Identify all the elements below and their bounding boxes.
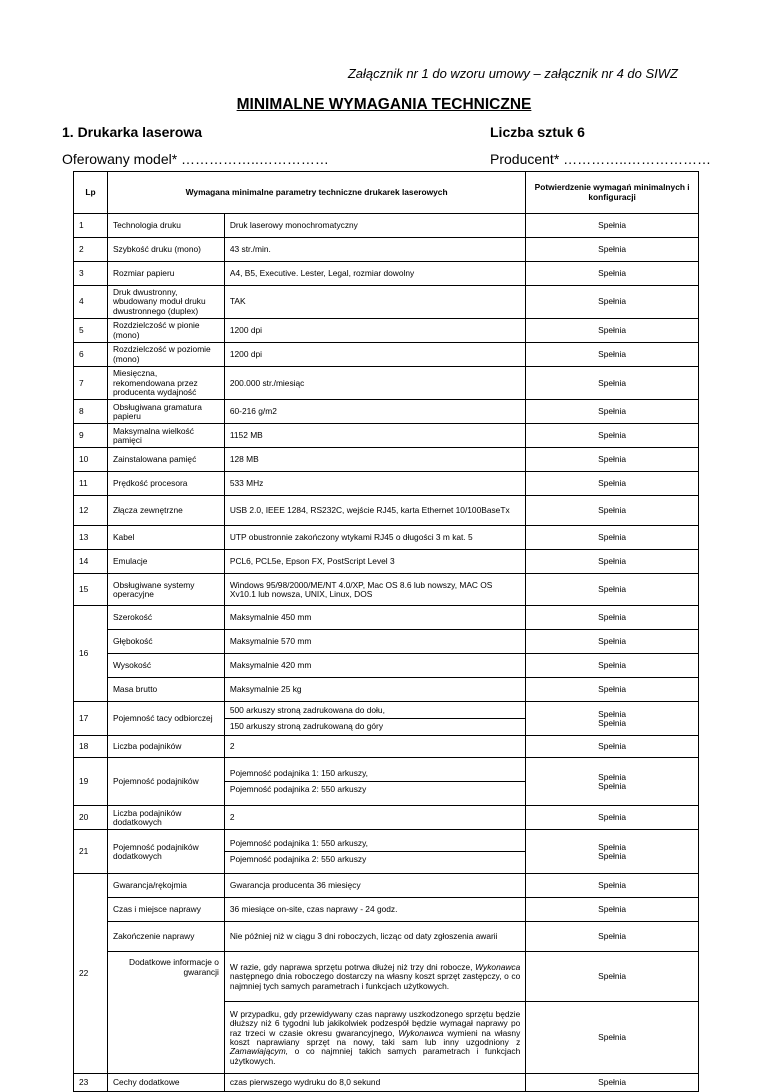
table-row (74, 758, 699, 806)
table-row (74, 898, 699, 922)
annex-note: Załącznik nr 1 do wzoru umowy – załącznik nr 4 do SIWZ (347, 66, 678, 81)
row-value: 1200 dpi (224, 319, 525, 343)
table-row (74, 606, 699, 630)
row-name: Pojemność tacy odbiorczej (107, 702, 224, 736)
row-status (526, 830, 699, 874)
status-line: Spełnia (598, 850, 627, 861)
header-lp: Lp (74, 172, 108, 214)
table-row (74, 262, 699, 286)
table-row (74, 830, 699, 874)
table-row (74, 574, 699, 606)
row-value: Maksymalnie 450 mm (224, 606, 525, 630)
row-value: 1152 MB (224, 424, 525, 448)
value-line: 500 arkuszy stroną zadrukowana do dołu, (229, 705, 385, 716)
row-name: Liczba podajników (107, 736, 224, 758)
row-name: Rozdzielczość w poziomie (mono) (107, 343, 224, 367)
row-value: 60-216 g/m2 (224, 400, 525, 424)
table-row (74, 806, 699, 830)
text-part: następnego dnia roboczego dostarczy na własny koszt sprzęt zastępczy, o co najmniej tych samych parametrach i funkcjach użytkowych. (229, 971, 521, 991)
row-value (224, 830, 525, 874)
row-name: Masa brutto (107, 678, 224, 702)
table-row (74, 1074, 699, 1092)
table-row (74, 874, 699, 898)
row-value: 43 str./min. (224, 238, 525, 262)
page-title: MINIMALNE WYMAGANIA TECHNICZNE (236, 96, 532, 113)
row-name: Druk dwustronny, wbudowany moduł druku dwustronnego (duplex) (107, 286, 224, 319)
table-row (74, 238, 699, 262)
row-status: Spełnia (526, 898, 699, 922)
row-lp: 10 (74, 448, 108, 472)
row-status: Spełnia (526, 952, 699, 1002)
text-part: Wykonawca (398, 1027, 444, 1038)
row-value: 200.000 str./miesiąc (224, 367, 525, 400)
row-status: Spełnia (526, 606, 699, 630)
row-value: A4, B5, Executive. Lester, Legal, rozmiar dowolny (224, 262, 525, 286)
row-lp: 9 (74, 424, 108, 448)
row-name: Rozdzielczość w pionie (mono) (107, 319, 224, 343)
row-lp: 19 (74, 758, 108, 806)
status-line: Spełnia (598, 841, 627, 852)
row-status: Spełnia (526, 472, 699, 496)
row-status: Spełnia (526, 550, 699, 574)
row-status: Spełnia (526, 496, 699, 526)
value-line: Pojemność podajnika 2: 550 arkuszy (225, 781, 525, 794)
row-lp: 8 (74, 400, 108, 424)
row-name: Pojemność podajników (107, 758, 224, 806)
row-name: Technologia druku (107, 214, 224, 238)
table-row (74, 448, 699, 472)
row-value: 533 MHz (224, 472, 525, 496)
row-lp: 6 (74, 343, 108, 367)
row-value: TAK (224, 286, 525, 319)
row-name: Obsługiwana gramatura papieru (107, 400, 224, 424)
row-status (526, 758, 699, 806)
row-status: Spełnia (526, 448, 699, 472)
row-status: Spełnia (526, 526, 699, 550)
row-status: Spełnia (526, 806, 699, 830)
row-lp: 11 (74, 472, 108, 496)
row-status: Spełnia (526, 654, 699, 678)
row-value: Nie później niż w ciągu 3 dni roboczych, licząc od daty zgłoszenia awarii (224, 922, 525, 952)
row-name: Prędkość procesora (107, 472, 224, 496)
section-title: 1. Drukarka laserowa (62, 124, 203, 140)
table-row (74, 400, 699, 424)
header-confirm: Potwierdzenie wymagań minimalnych i konfiguracji (526, 172, 699, 214)
row-status: Spełnia (526, 630, 699, 654)
row-name: Miesięczna, rekomendowana przez producenta wydajność (107, 367, 224, 400)
row-lp: 17 (74, 702, 108, 736)
table-row (74, 952, 699, 1002)
row-status: Spełnia (526, 922, 699, 952)
row-lp: 5 (74, 319, 108, 343)
row-name: Liczba podajników dodatkowych (107, 806, 224, 830)
row-value: PCL6, PCL5e, Epson FX, PostScript Level 3 (224, 550, 525, 574)
row-value: 2 (224, 736, 525, 758)
row-status: Spełnia (526, 400, 699, 424)
quantity-label: Liczba sztuk 6 (490, 124, 585, 140)
value-line: Pojemność podajnika 1: 550 arkuszy, (229, 838, 368, 849)
model-field: Oferowany model* ……………..…………… (62, 151, 329, 167)
status-line: Spełnia (598, 780, 627, 791)
row-name: Złącza zewnętrzne (107, 496, 224, 526)
text-part: Wykonawca (475, 961, 521, 972)
row-value: Druk laserowy monochromatyczny (224, 214, 525, 238)
requirements-table (73, 171, 699, 1092)
row-lp: 14 (74, 550, 108, 574)
row-name: Wysokość (107, 654, 224, 678)
text-part: o co najmniej takich samych parametrach i funkcjach użytkowych. (229, 1046, 521, 1066)
table-header-row (74, 172, 699, 214)
row-status: Spełnia (526, 343, 699, 367)
row-value: Gwarancja producenta 36 miesięcy (224, 874, 525, 898)
value-line: Pojemność podajnika 2: 550 arkuszy (225, 851, 525, 864)
row-value (224, 758, 525, 806)
row-lp: 12 (74, 496, 108, 526)
status-line: Spełnia (598, 771, 627, 782)
row-value (224, 1002, 525, 1074)
row-name: Szerokość (107, 606, 224, 630)
row-name: Dodatkowe informacje o gwarancji (107, 952, 224, 1074)
row-lp: 18 (74, 736, 108, 758)
row-lp: 15 (74, 574, 108, 606)
row-name: Cechy dodatkowe (107, 1074, 224, 1092)
row-value: 36 miesiące on-site, czas naprawy - 24 godz. (224, 898, 525, 922)
row-lp: 21 (74, 830, 108, 874)
row-status: Spełnia (526, 874, 699, 898)
row-value: Windows 95/98/2000/ME/NT 4.0/XP, Mac OS 8.6 lub nowszy, MAC OS Xv10.1 lub nowsza, UNIX, Linux, DOS (224, 574, 525, 606)
row-value: Maksymalnie 570 mm (224, 630, 525, 654)
row-name: Zainstalowana pamięć (107, 448, 224, 472)
row-status (526, 702, 699, 736)
row-value: Maksymalnie 25 kg (224, 678, 525, 702)
table-row (74, 630, 699, 654)
row-value: 1200 dpi (224, 343, 525, 367)
row-name: Emulacje (107, 550, 224, 574)
row-name: Zakończenie naprawy (107, 922, 224, 952)
row-lp: 20 (74, 806, 108, 830)
row-value: USB 2.0, IEEE 1284, RS232C, wejście RJ45, karta Ethernet 10/100BaseTx (224, 496, 525, 526)
table-row (74, 472, 699, 496)
row-name: Kabel (107, 526, 224, 550)
row-status: Spełnia (526, 367, 699, 400)
row-name: Maksymalna wielkość pamięci (107, 424, 224, 448)
table-row (74, 214, 699, 238)
status-line: Spełnia (598, 708, 627, 719)
table-row (74, 424, 699, 448)
row-value: 2 (224, 806, 525, 830)
row-value (224, 952, 525, 1002)
header-params: Wymagana minimalne parametry techniczne drukarek laserowych (107, 172, 525, 214)
row-lp: 22 (74, 874, 108, 1074)
row-name: Obsługiwane systemy operacyjne (107, 574, 224, 606)
row-name: Pojemność podajników dodatkowych (107, 830, 224, 874)
row-lp: 2 (74, 238, 108, 262)
row-status: Spełnia (526, 678, 699, 702)
text-part: W razie, gdy naprawa sprzętu potrwa dłużej niż trzy dni robocze, (229, 961, 473, 972)
row-value: czas pierwszego wydruku do 8,0 sekund (224, 1074, 525, 1092)
table-row (74, 922, 699, 952)
row-status: Spełnia (526, 574, 699, 606)
table-row (74, 367, 699, 400)
row-lp: 16 (74, 606, 108, 702)
row-status: Spełnia (526, 1074, 699, 1092)
status-line: Spełnia (598, 717, 627, 728)
row-lp: 23 (74, 1074, 108, 1092)
row-status: Spełnia (526, 1002, 699, 1074)
row-status: Spełnia (526, 286, 699, 319)
table-row (74, 702, 699, 736)
table-row (74, 736, 699, 758)
row-status: Spełnia (526, 736, 699, 758)
table-row (74, 286, 699, 319)
row-name: Gwarancja/rękojmia (107, 874, 224, 898)
row-name: Głębokość (107, 630, 224, 654)
row-value: UTP obustronnie zakończony wtykami RJ45 o długości 3 m kat. 5 (224, 526, 525, 550)
row-lp: 13 (74, 526, 108, 550)
row-lp: 1 (74, 214, 108, 238)
table-row (74, 526, 699, 550)
table-row (74, 319, 699, 343)
row-value: 128 MB (224, 448, 525, 472)
row-status: Spełnia (526, 238, 699, 262)
row-lp: 7 (74, 367, 108, 400)
table-row (74, 496, 699, 526)
table-row (74, 550, 699, 574)
row-status: Spełnia (526, 424, 699, 448)
producer-field: Producent* …………..……………… (490, 151, 711, 167)
row-value: Maksymalnie 420 mm (224, 654, 525, 678)
row-value (224, 702, 525, 736)
text-part: W przypadku, gdy przewidywany czas naprawy uszkodzonego sprzętu będzie dłuższy niż 6 tygodni lub jakikolwiek podzespół będzie wymagał naprawy po raz trzeci w czasie okresu gwarancyjnego, (229, 1008, 521, 1038)
value-line: 150 arkuszy stroną zadrukowaną do góry (225, 718, 525, 731)
row-lp: 4 (74, 286, 108, 319)
row-status: Spełnia (526, 319, 699, 343)
text-part: Zamawiającym, (229, 1046, 289, 1057)
text-part: wymieni na własny koszt naprawiany sprzęt na nowy, taki sam lub inny uzgodniony z (229, 1027, 521, 1047)
table-row (74, 343, 699, 367)
row-name: Czas i miejsce naprawy (107, 898, 224, 922)
table-row (74, 678, 699, 702)
row-status: Spełnia (526, 262, 699, 286)
value-line: Pojemność podajnika 1: 150 arkuszy, (229, 768, 368, 779)
row-name: Szybkość druku (mono) (107, 238, 224, 262)
row-name: Rozmiar papieru (107, 262, 224, 286)
table-row (74, 654, 699, 678)
row-status: Spełnia (526, 214, 699, 238)
row-lp: 3 (74, 262, 108, 286)
